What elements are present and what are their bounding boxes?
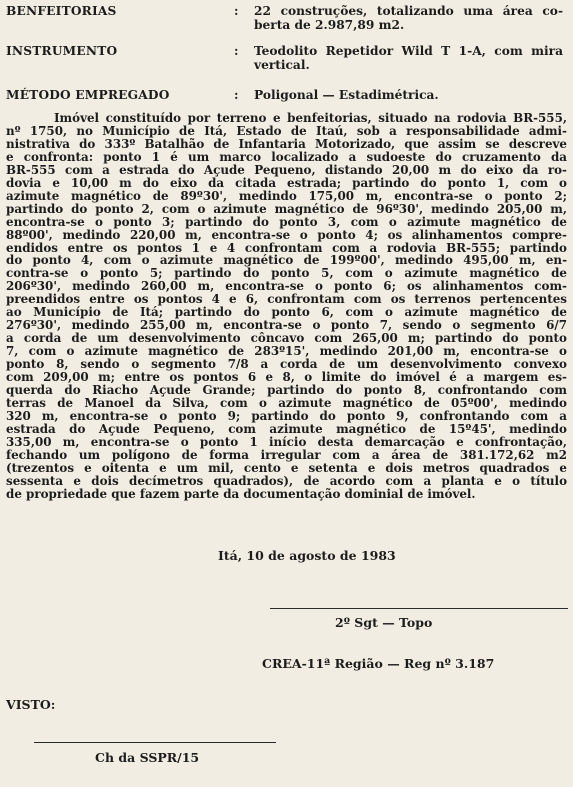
description-line: e confronta: ponto 1 é um marco localizado a sudoeste do cruzamento da (6, 149, 567, 164)
field-value-line: vertical. (254, 58, 310, 72)
field-value: Poligonal — Estadimétrica. (254, 88, 439, 102)
field-colon: : (234, 4, 239, 18)
field-instrumento (6, 44, 563, 74)
field-value (254, 44, 563, 72)
date-line: Itá, 10 de agosto de 1983 (218, 548, 396, 563)
description-line: nistrativa do 333º Batalhão de Infantaria Motorizado, que assim se descreve (6, 136, 567, 151)
description-line: do ponto 4, com o azimute magnético de 199º00', medindo 495,00 m, en- (6, 253, 567, 268)
field-value (254, 4, 563, 32)
approver-signature-line (34, 742, 276, 743)
description-line: nº 1750, no Município de Itá, Estado de Itaú, sob a responsabilidade admi- (6, 123, 567, 138)
description-line: terras de Manoel da Silva, com o azimute magnético de 05º00', medindo (6, 395, 567, 410)
description-line: 88º00', medindo 220,00 m, encontra-se o ponto 4; os alinhamentos compre- (6, 227, 567, 242)
field-colon: : (234, 88, 239, 102)
field-benfeitorias (6, 4, 563, 34)
field-value-line: 22 construções, totalizando uma área co- (254, 4, 563, 18)
field-label: MÉTODO EMPREGADO (6, 88, 170, 102)
field-metodo (6, 88, 563, 104)
description-line: querda do Riacho Açude Grande; partindo do ponto 8, confrontando com (6, 383, 567, 398)
description-line: BR-555 com a estrada do Açude Pequeno, distando 20,00 m do eixo da ro- (6, 162, 567, 177)
field-value-line: Teodolito Repetidor Wild T 1-A, com mira (254, 44, 563, 58)
description-line: partindo do ponto 2, com o azimute magnético de 96º30', medindo 205,00 m, (6, 201, 567, 216)
signatory-registration: CREA-11ª Região — Reg nº 3.187 (262, 656, 495, 671)
description-line: a corda de um desenvolvimento côncavo com 265,00 m; partindo do ponto (6, 331, 567, 346)
description-line: encontra-se o ponto 3; partindo do ponto 3, com o azimute magnético de (6, 214, 567, 229)
description-line: sessenta e dois decímetros quadrados), de acordo com a planta e o título (6, 473, 567, 488)
description-line: de propriedade que fazem parte da documentação dominial de imóvel. (6, 486, 476, 501)
signature-line (270, 608, 568, 609)
field-label: BENFEITORIAS (6, 4, 117, 18)
approver-title: Ch da SSPR/15 (95, 750, 200, 765)
description-line: fechando um polígono de forma irregular com a área de 381.172,62 m2 (6, 447, 567, 462)
signatory-rank: 2º Sgt — Topo (335, 615, 433, 630)
description-line: preendidos entre os pontos 4 e 6, confrontam com os terrenos pertencentes (6, 292, 567, 307)
property-description (6, 112, 567, 501)
field-label: INSTRUMENTO (6, 44, 118, 58)
description-line: azimute magnético de 89º30', medindo 175,00 m, encontra-se o ponto 2; (6, 188, 567, 203)
field-value-line: berta de 2.987,89 m2. (254, 18, 405, 32)
description-line: ao Município de Itá; partindo do ponto 6, com o azimute magnético de (6, 305, 567, 320)
description-line: contra-se o ponto 5; partindo do ponto 5, com o azimute magnético de (6, 266, 567, 281)
description-line: 276º30', medindo 255,00 m, encontra-se o ponto 7, sendo o segmento 6/7 (6, 318, 567, 333)
description-line: 7, com o azimute magnético de 283º15', medindo 201,00 m, encontra-se o (6, 344, 567, 359)
description-line: dovia e 10,00 m do eixo da citada estrada; partindo do ponto 1, com o (6, 175, 567, 190)
description-line: 320 m, encontra-se o ponto 9; partindo do ponto 9, confrontando com a (6, 408, 567, 423)
description-line: Imóvel constituído por terreno e benfeitorias, situado na rodovia BR-555, (54, 111, 567, 125)
description-line: ponto 8, sendo o segmento 7/8 a corda de um desenvolvimento convexo (6, 357, 567, 372)
description-line: com 209,00 m; entre os pontos 6 e 8, o limite do imóvel é a margem es- (6, 370, 567, 385)
field-colon: : (234, 44, 239, 58)
description-line: 206º30', medindo 260,00 m, encontra-se o ponto 6; os alinhamentos com- (6, 279, 567, 294)
description-line: estrada do Açude Pequeno, com azimute magnético de 15º45', medindo (6, 421, 567, 436)
visto-label: VISTO: (6, 697, 56, 712)
description-line: endidos entre os pontos 1 e 4 confrontam com a rodovia BR-555; partindo (6, 240, 567, 255)
description-line: 335,00 m, encontra-se o ponto 1 início desta demarcação e confrontação, (6, 434, 567, 449)
description-line: (trezentos e oitenta e um mil, cento e setenta e dois metros quadrados e (6, 460, 567, 475)
